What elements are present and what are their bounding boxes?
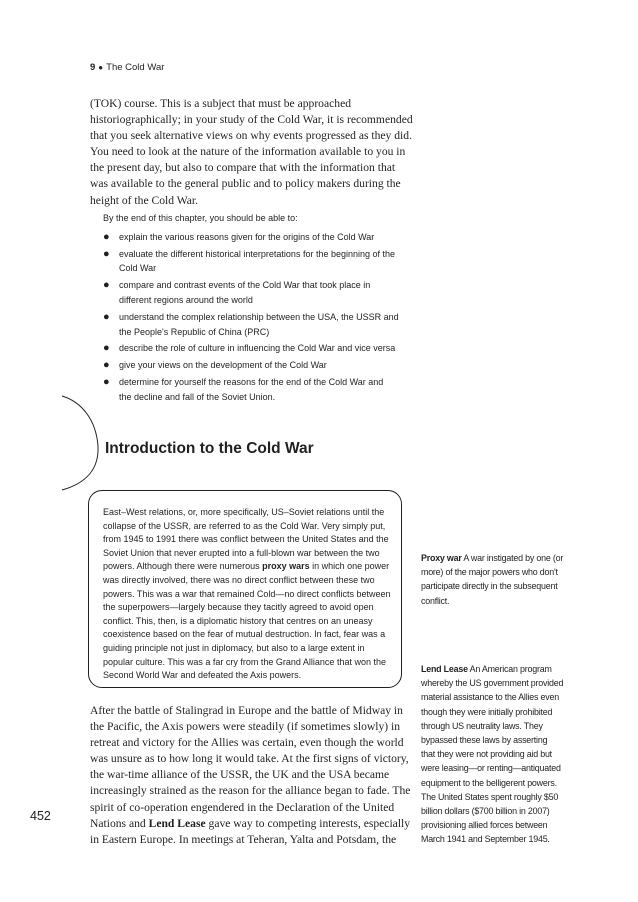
text-line: the Pacific, the Axis powers were steadily (if sometimes slowly) in <box>90 720 401 734</box>
objectives-list <box>103 230 403 405</box>
text-line <box>90 816 410 832</box>
text-line <box>103 560 393 574</box>
glossary-term: Proxy war <box>421 553 462 563</box>
glossary-line: that they were not providing aid but <box>421 749 552 760</box>
text-line: collapse of the USSR, are referred to as the Cold War. Very simply put, <box>103 520 386 531</box>
bold-term: Lend Lease <box>148 816 206 830</box>
text-line: (TOK) course. This is a subject that must be approached <box>90 97 352 110</box>
objective-line: determine for yourself the reasons for the end of the Cold War and <box>119 376 384 387</box>
glossary-line: billion dollars ($700 billion in 2007) <box>421 806 550 817</box>
section-title: Introduction to the Cold War <box>105 440 314 457</box>
text-line: the present day, but also to compare that with the information that <box>90 161 396 175</box>
running-head <box>90 62 164 73</box>
text-line: was directly involved, there was no direct conflict between these two <box>103 574 375 585</box>
text-run: in which one power <box>309 561 390 572</box>
text-line: historiographically; in your study of the Cold War, it is recommended <box>90 113 413 127</box>
objective-item <box>103 247 403 277</box>
text-line: Second World War and defeated the Axis powers. <box>103 670 302 681</box>
separator-dot-icon: ● <box>98 63 104 72</box>
objective-item <box>103 341 403 356</box>
bullet-icon: ● <box>103 342 110 355</box>
objective-line: understand the complex relationship between the USA, the USSR and <box>119 311 399 322</box>
bullet-icon: ● <box>103 359 110 372</box>
glossary-line: bypassed these laws by asserting <box>421 735 548 746</box>
intro-paragraph <box>90 96 413 209</box>
glossary-line: March 1941 and September 1945. <box>421 834 550 845</box>
glossary-line: The United States spent roughly $50 <box>421 791 559 802</box>
glossary-proxy-war <box>421 551 581 608</box>
text-line: popular culture. This was a far cry from the Grand Alliance that won the <box>103 656 386 667</box>
main-paragraph <box>90 703 410 848</box>
text-line: in Eastern Europe. In meetings at Teheran, Yalta and Potsdam, the <box>90 832 397 846</box>
objective-line: explain the various reasons given for the origins of the Cold War <box>119 231 375 242</box>
text-line: After the battle of Stalingrad in Europe and the battle of Midway in <box>90 704 403 717</box>
glossary-line: equipment to the belligerent powers. <box>421 777 557 788</box>
objective-line: the People's Republic of China (PRC) <box>119 326 270 337</box>
glossary-definition-start: An American program <box>469 664 552 674</box>
objective-item <box>103 375 403 405</box>
text-line: that you seek alternative views on why events progressed as they did. <box>90 129 412 143</box>
objective-line: give your views on the development of the Cold War <box>119 360 327 371</box>
objective-item <box>103 310 403 340</box>
glossary-line: through US neutrality laws. They <box>421 720 543 731</box>
text-run: powers. Although there were numerous <box>103 561 263 572</box>
text-line: height of the Cold War. <box>90 193 199 207</box>
glossary-line: more) of the major powers who don't <box>421 567 558 578</box>
objective-line: the decline and fall of the Soviet Union. <box>119 391 276 402</box>
bold-term: proxy wars <box>262 561 310 572</box>
glossary-line: participate directly in the subsequent <box>421 581 558 592</box>
glossary-line: provisioning allied forces between <box>421 820 548 831</box>
text-line: spirit of co-operation engendered in the Declaration of the United <box>90 800 395 814</box>
objectives-lead: By the end of this chapter, you should be able to: <box>103 213 298 223</box>
intro-box-text <box>103 506 393 683</box>
objective-item <box>103 358 403 373</box>
objective-item <box>103 230 403 245</box>
chapter-number: 9 <box>90 62 96 73</box>
chapter-objectives <box>103 211 403 407</box>
text-line: from 1945 to 1991 there was conflict between the United States and the <box>103 534 389 545</box>
objective-line: evaluate the different historical interpretations for the beginning of the <box>119 248 396 259</box>
text-line: conflict. This, then, is a diplomatic history that centres on an uneasy <box>103 615 373 626</box>
text-run: gave way to competing interests, especially <box>205 816 411 830</box>
glossary-term: Lend Lease <box>421 664 468 674</box>
text-line: the war-time alliance of the USSR, the UK and the USA became <box>90 768 390 782</box>
chapter-title: The Cold War <box>106 62 165 73</box>
text-line: Soviet Union that never erupted into a full-blown war between the two <box>103 547 380 558</box>
objective-line: compare and contrast events of the Cold War that took place in <box>119 280 371 291</box>
bullet-icon: ● <box>103 230 110 243</box>
glossary-definition-start: A war instigated by one (or <box>463 553 564 563</box>
objective-line: different regions around the world <box>119 294 253 305</box>
objective-item <box>103 278 403 308</box>
glossary-line: material assistance to the Allies even <box>421 692 559 703</box>
text-line: was available to the general public and to policy makers during the <box>90 177 401 191</box>
text-line: powers. This was a war that remained Cold—no direct conflicts between <box>103 588 391 599</box>
text-run: Nations and <box>90 816 149 830</box>
page-number: 452 <box>30 809 51 823</box>
glossary-line: whereby the US government provided <box>421 678 564 689</box>
glossary-line: conflict. <box>421 595 450 606</box>
text-line: East–West relations, or, more specifically, US–Soviet relations until the <box>103 507 385 517</box>
glossary-line: were leasing—or renting—antiquated <box>421 763 561 774</box>
bullet-icon: ● <box>103 310 110 323</box>
bullet-icon: ● <box>103 279 110 292</box>
glossary-lend-lease <box>421 662 581 847</box>
glossary-line: though they were initially prohibited <box>421 706 553 717</box>
text-line: coexistence based on the fear of mutual destruction. In fact, fear was a <box>103 629 386 640</box>
text-line: was unsure as to how long it would take. At the first signs of victory, <box>90 752 409 766</box>
bullet-icon: ● <box>103 247 110 260</box>
objective-line: describe the role of culture in influencing the Cold War and vice versa <box>119 343 396 354</box>
text-line: increasingly strained as the reason for the alliance began to fade. The <box>90 784 411 798</box>
text-line: guiding principle not just in diplomacy, but also to a large extent in <box>103 642 365 653</box>
text-line: retreat and victory for the Allies was certain, even though the world <box>90 736 404 750</box>
objective-line: Cold War <box>119 263 157 274</box>
bullet-icon: ● <box>103 375 110 388</box>
text-line: You need to look at the nature of the information available to you in <box>90 145 406 159</box>
text-line: the superpowers—largely because they tacitly agreed to avoid open <box>103 602 374 613</box>
